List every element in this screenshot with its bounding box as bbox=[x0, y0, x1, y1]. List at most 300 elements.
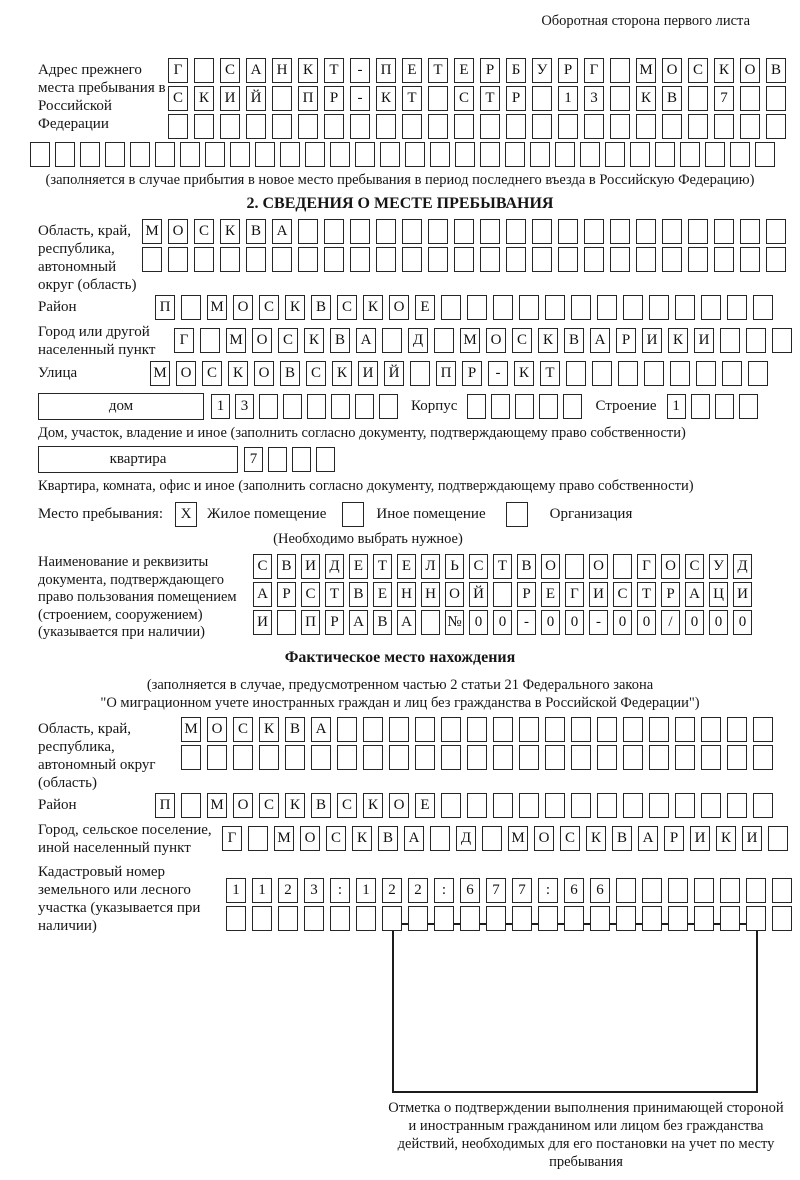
char-cell[interactable] bbox=[168, 247, 188, 272]
char-cell[interactable] bbox=[644, 361, 664, 386]
char-cell[interactable] bbox=[480, 142, 500, 167]
char-cell[interactable]: М bbox=[636, 58, 656, 83]
char-cell[interactable] bbox=[558, 219, 578, 244]
char-cell[interactable] bbox=[623, 717, 643, 742]
char-cell[interactable]: Т bbox=[493, 554, 512, 579]
char-cell[interactable] bbox=[298, 219, 318, 244]
char-cell[interactable] bbox=[337, 717, 357, 742]
char-cell[interactable] bbox=[696, 361, 716, 386]
char-cell[interactable]: К bbox=[668, 328, 688, 353]
char-cell[interactable] bbox=[675, 745, 695, 770]
char-cell[interactable]: К bbox=[285, 295, 305, 320]
char-cell[interactable] bbox=[675, 717, 695, 742]
char-cell[interactable] bbox=[662, 247, 682, 272]
char-cell[interactable]: А bbox=[397, 610, 416, 635]
char-cell[interactable]: Д bbox=[325, 554, 344, 579]
char-cell[interactable]: 3 bbox=[584, 86, 604, 111]
char-cell[interactable] bbox=[564, 906, 584, 931]
char-cell[interactable] bbox=[532, 247, 552, 272]
char-cell[interactable] bbox=[454, 114, 474, 139]
char-cell[interactable] bbox=[454, 219, 474, 244]
char-cell[interactable] bbox=[714, 114, 734, 139]
char-cell[interactable]: А bbox=[685, 582, 704, 607]
char-cell[interactable] bbox=[278, 906, 298, 931]
char-cell[interactable] bbox=[350, 114, 370, 139]
char-cell[interactable] bbox=[486, 906, 506, 931]
char-cell[interactable]: И bbox=[220, 86, 240, 111]
char-cell[interactable] bbox=[421, 610, 440, 635]
char-cell[interactable]: Р bbox=[517, 582, 536, 607]
char-cell[interactable] bbox=[512, 906, 532, 931]
char-cell[interactable] bbox=[613, 554, 632, 579]
char-cell[interactable]: 0 bbox=[565, 610, 584, 635]
char-cell[interactable] bbox=[772, 906, 792, 931]
char-cell[interactable]: У bbox=[709, 554, 728, 579]
char-cell[interactable] bbox=[766, 86, 786, 111]
char-cell[interactable]: Е bbox=[397, 554, 416, 579]
char-cell[interactable] bbox=[506, 219, 526, 244]
char-cell[interactable] bbox=[755, 142, 775, 167]
char-cell[interactable] bbox=[519, 745, 539, 770]
char-cell[interactable] bbox=[766, 114, 786, 139]
char-cell[interactable]: С bbox=[194, 219, 214, 244]
char-cell[interactable]: 6 bbox=[564, 878, 584, 903]
char-cell[interactable]: 2 bbox=[408, 878, 428, 903]
char-cell[interactable] bbox=[753, 295, 773, 320]
char-cell[interactable]: : bbox=[330, 878, 350, 903]
char-cell[interactable] bbox=[482, 826, 502, 851]
char-cell[interactable]: Е bbox=[415, 295, 435, 320]
char-cell[interactable]: С bbox=[469, 554, 488, 579]
char-cell[interactable]: М bbox=[460, 328, 480, 353]
char-cell[interactable] bbox=[226, 906, 246, 931]
char-cell[interactable]: К bbox=[586, 826, 606, 851]
char-cell[interactable] bbox=[428, 247, 448, 272]
char-cell[interactable]: И bbox=[642, 328, 662, 353]
char-cell[interactable]: К bbox=[259, 717, 279, 742]
char-cell[interactable] bbox=[740, 114, 760, 139]
char-cell[interactable] bbox=[272, 114, 292, 139]
char-cell[interactable]: К bbox=[363, 793, 383, 818]
char-cell[interactable] bbox=[623, 295, 643, 320]
char-cell[interactable] bbox=[434, 906, 454, 931]
char-cell[interactable]: № bbox=[445, 610, 464, 635]
char-cell[interactable] bbox=[590, 906, 610, 931]
char-cell[interactable] bbox=[305, 142, 325, 167]
char-cell[interactable]: В bbox=[517, 554, 536, 579]
char-cell[interactable] bbox=[324, 114, 344, 139]
char-cell[interactable]: 1 bbox=[558, 86, 578, 111]
char-cell[interactable]: П bbox=[376, 58, 396, 83]
char-cell[interactable] bbox=[636, 114, 656, 139]
char-cell[interactable] bbox=[662, 219, 682, 244]
char-cell[interactable]: Р bbox=[462, 361, 482, 386]
char-cell[interactable] bbox=[415, 717, 435, 742]
char-cell[interactable] bbox=[565, 554, 584, 579]
char-cell[interactable] bbox=[205, 142, 225, 167]
char-cell[interactable]: С bbox=[306, 361, 326, 386]
char-cell[interactable]: У bbox=[532, 58, 552, 83]
char-cell[interactable]: С bbox=[278, 328, 298, 353]
char-cell[interactable]: М bbox=[207, 295, 227, 320]
char-cell[interactable]: М bbox=[274, 826, 294, 851]
char-cell[interactable] bbox=[597, 745, 617, 770]
char-cell[interactable]: К bbox=[716, 826, 736, 851]
char-cell[interactable]: С bbox=[337, 295, 357, 320]
char-cell[interactable] bbox=[220, 114, 240, 139]
char-cell[interactable] bbox=[532, 219, 552, 244]
char-cell[interactable]: 0 bbox=[709, 610, 728, 635]
char-cell[interactable] bbox=[194, 58, 214, 83]
char-cell[interactable] bbox=[493, 745, 513, 770]
char-cell[interactable] bbox=[430, 142, 450, 167]
char-cell[interactable] bbox=[740, 86, 760, 111]
char-cell[interactable]: В bbox=[766, 58, 786, 83]
char-cell[interactable] bbox=[402, 114, 422, 139]
char-cell[interactable] bbox=[584, 247, 604, 272]
char-cell[interactable] bbox=[605, 142, 625, 167]
char-cell[interactable] bbox=[180, 142, 200, 167]
char-cell[interactable] bbox=[168, 114, 188, 139]
char-cell[interactable]: Р bbox=[661, 582, 680, 607]
char-cell[interactable]: Д bbox=[408, 328, 428, 353]
char-cell[interactable] bbox=[563, 394, 582, 419]
char-cell[interactable]: Н bbox=[397, 582, 416, 607]
char-cell[interactable] bbox=[688, 247, 708, 272]
char-cell[interactable]: 0 bbox=[541, 610, 560, 635]
char-cell[interactable] bbox=[532, 86, 552, 111]
char-cell[interactable] bbox=[505, 142, 525, 167]
char-cell[interactable] bbox=[415, 745, 435, 770]
char-cell[interactable] bbox=[701, 717, 721, 742]
char-cell[interactable] bbox=[331, 394, 350, 419]
char-cell[interactable] bbox=[555, 142, 575, 167]
char-cell[interactable] bbox=[194, 114, 214, 139]
char-cell[interactable]: Е bbox=[415, 793, 435, 818]
char-cell[interactable] bbox=[675, 793, 695, 818]
char-cell[interactable]: 3 bbox=[304, 878, 324, 903]
char-cell[interactable] bbox=[727, 745, 747, 770]
char-cell[interactable]: А bbox=[253, 582, 272, 607]
char-cell[interactable]: К bbox=[538, 328, 558, 353]
char-cell[interactable]: С bbox=[301, 582, 320, 607]
char-cell[interactable] bbox=[480, 114, 500, 139]
char-cell[interactable] bbox=[402, 219, 422, 244]
char-cell[interactable] bbox=[772, 878, 792, 903]
char-cell[interactable]: Т bbox=[540, 361, 560, 386]
char-cell[interactable] bbox=[649, 717, 669, 742]
char-cell[interactable] bbox=[233, 745, 253, 770]
char-cell[interactable]: - bbox=[350, 58, 370, 83]
char-cell[interactable]: Г bbox=[637, 554, 656, 579]
char-cell[interactable]: С bbox=[259, 295, 279, 320]
char-cell[interactable]: О bbox=[486, 328, 506, 353]
char-cell[interactable] bbox=[410, 361, 430, 386]
char-cell[interactable]: 1 bbox=[211, 394, 230, 419]
char-cell[interactable]: Ь bbox=[445, 554, 464, 579]
char-cell[interactable] bbox=[155, 142, 175, 167]
char-cell[interactable] bbox=[539, 394, 558, 419]
char-cell[interactable] bbox=[768, 826, 788, 851]
char-cell[interactable]: 1 bbox=[667, 394, 686, 419]
char-cell[interactable] bbox=[355, 142, 375, 167]
char-cell[interactable] bbox=[688, 114, 708, 139]
char-cell[interactable] bbox=[506, 247, 526, 272]
char-cell[interactable]: - bbox=[488, 361, 508, 386]
char-cell[interactable]: Д bbox=[456, 826, 476, 851]
char-cell[interactable]: О bbox=[389, 793, 409, 818]
char-cell[interactable]: К bbox=[636, 86, 656, 111]
char-cell[interactable] bbox=[307, 394, 326, 419]
char-cell[interactable]: Т bbox=[373, 554, 392, 579]
char-cell[interactable]: И bbox=[733, 582, 752, 607]
char-cell[interactable] bbox=[130, 142, 150, 167]
char-cell[interactable]: 2 bbox=[382, 878, 402, 903]
char-cell[interactable] bbox=[350, 219, 370, 244]
char-cell[interactable]: С bbox=[685, 554, 704, 579]
char-cell[interactable]: 0 bbox=[685, 610, 704, 635]
char-cell[interactable] bbox=[200, 328, 220, 353]
char-cell[interactable]: М bbox=[181, 717, 201, 742]
char-cell[interactable] bbox=[363, 717, 383, 742]
char-cell[interactable] bbox=[740, 219, 760, 244]
char-cell[interactable] bbox=[337, 745, 357, 770]
char-cell[interactable] bbox=[434, 328, 454, 353]
char-cell[interactable] bbox=[380, 142, 400, 167]
char-cell[interactable] bbox=[441, 793, 461, 818]
char-cell[interactable]: И bbox=[589, 582, 608, 607]
char-cell[interactable] bbox=[105, 142, 125, 167]
char-cell[interactable] bbox=[746, 878, 766, 903]
char-cell[interactable] bbox=[491, 394, 510, 419]
char-cell[interactable] bbox=[753, 793, 773, 818]
char-cell[interactable]: С bbox=[326, 826, 346, 851]
char-cell[interactable]: Г bbox=[168, 58, 188, 83]
char-cell[interactable] bbox=[597, 793, 617, 818]
char-cell[interactable]: О bbox=[541, 554, 560, 579]
char-cell[interactable]: 7 bbox=[714, 86, 734, 111]
char-cell[interactable] bbox=[772, 328, 792, 353]
char-cell[interactable] bbox=[467, 394, 486, 419]
char-cell[interactable] bbox=[506, 114, 526, 139]
char-cell[interactable]: Г bbox=[565, 582, 584, 607]
char-cell[interactable] bbox=[283, 394, 302, 419]
char-cell[interactable] bbox=[694, 906, 714, 931]
char-cell[interactable] bbox=[330, 906, 350, 931]
char-cell[interactable] bbox=[558, 247, 578, 272]
char-cell[interactable] bbox=[584, 114, 604, 139]
char-cell[interactable] bbox=[727, 295, 747, 320]
char-cell[interactable] bbox=[515, 394, 534, 419]
char-cell[interactable] bbox=[701, 793, 721, 818]
char-cell[interactable] bbox=[356, 906, 376, 931]
char-cell[interactable] bbox=[220, 247, 240, 272]
char-cell[interactable]: С bbox=[168, 86, 188, 111]
char-cell[interactable]: К bbox=[332, 361, 352, 386]
char-cell[interactable]: П bbox=[155, 295, 175, 320]
char-cell[interactable] bbox=[252, 906, 272, 931]
char-cell[interactable] bbox=[680, 142, 700, 167]
char-cell[interactable]: - bbox=[517, 610, 536, 635]
char-cell[interactable]: 0 bbox=[613, 610, 632, 635]
char-cell[interactable]: Р bbox=[325, 610, 344, 635]
char-cell[interactable]: К bbox=[298, 58, 318, 83]
char-cell[interactable] bbox=[688, 86, 708, 111]
char-cell[interactable]: А bbox=[404, 826, 424, 851]
inoe-checkbox[interactable] bbox=[342, 502, 364, 527]
char-cell[interactable] bbox=[571, 295, 591, 320]
char-cell[interactable] bbox=[298, 247, 318, 272]
char-cell[interactable] bbox=[55, 142, 75, 167]
char-cell[interactable] bbox=[80, 142, 100, 167]
char-cell[interactable]: В bbox=[246, 219, 266, 244]
char-cell[interactable] bbox=[402, 247, 422, 272]
char-cell[interactable] bbox=[272, 247, 292, 272]
char-cell[interactable] bbox=[610, 247, 630, 272]
char-cell[interactable]: О bbox=[445, 582, 464, 607]
char-cell[interactable] bbox=[720, 328, 740, 353]
char-cell[interactable]: Е bbox=[541, 582, 560, 607]
char-cell[interactable]: А bbox=[638, 826, 658, 851]
char-cell[interactable]: В bbox=[564, 328, 584, 353]
char-cell[interactable]: К bbox=[194, 86, 214, 111]
char-cell[interactable] bbox=[30, 142, 50, 167]
char-cell[interactable] bbox=[739, 394, 758, 419]
char-cell[interactable] bbox=[324, 247, 344, 272]
char-cell[interactable] bbox=[207, 745, 227, 770]
char-cell[interactable]: С bbox=[233, 717, 253, 742]
char-cell[interactable]: Т bbox=[637, 582, 656, 607]
char-cell[interactable] bbox=[280, 142, 300, 167]
char-cell[interactable] bbox=[623, 793, 643, 818]
char-cell[interactable]: М bbox=[226, 328, 246, 353]
char-cell[interactable] bbox=[668, 878, 688, 903]
char-cell[interactable]: - bbox=[589, 610, 608, 635]
char-cell[interactable]: Н bbox=[272, 58, 292, 83]
char-cell[interactable]: 1 bbox=[252, 878, 272, 903]
char-cell[interactable]: 7 bbox=[512, 878, 532, 903]
char-cell[interactable]: К bbox=[220, 219, 240, 244]
char-cell[interactable]: О bbox=[168, 219, 188, 244]
char-cell[interactable]: К bbox=[352, 826, 372, 851]
char-cell[interactable]: К bbox=[285, 793, 305, 818]
char-cell[interactable]: В bbox=[311, 793, 331, 818]
char-cell[interactable] bbox=[597, 717, 617, 742]
char-cell[interactable] bbox=[430, 826, 450, 851]
char-cell[interactable]: О bbox=[589, 554, 608, 579]
char-cell[interactable] bbox=[181, 793, 201, 818]
char-cell[interactable]: В bbox=[662, 86, 682, 111]
char-cell[interactable]: Р bbox=[277, 582, 296, 607]
char-cell[interactable] bbox=[350, 247, 370, 272]
char-cell[interactable]: В bbox=[612, 826, 632, 851]
char-cell[interactable]: С bbox=[512, 328, 532, 353]
char-cell[interactable]: В bbox=[330, 328, 350, 353]
char-cell[interactable]: М bbox=[150, 361, 170, 386]
char-cell[interactable] bbox=[649, 745, 669, 770]
char-cell[interactable] bbox=[428, 114, 448, 139]
char-cell[interactable] bbox=[493, 717, 513, 742]
char-cell[interactable] bbox=[376, 247, 396, 272]
char-cell[interactable] bbox=[727, 717, 747, 742]
char-cell[interactable] bbox=[636, 219, 656, 244]
char-cell[interactable] bbox=[655, 142, 675, 167]
char-cell[interactable] bbox=[694, 878, 714, 903]
char-cell[interactable] bbox=[616, 906, 636, 931]
char-cell[interactable]: П bbox=[155, 793, 175, 818]
char-cell[interactable]: О bbox=[252, 328, 272, 353]
char-cell[interactable] bbox=[636, 247, 656, 272]
char-cell[interactable]: 3 bbox=[235, 394, 254, 419]
char-cell[interactable]: С bbox=[560, 826, 580, 851]
char-cell[interactable]: В bbox=[373, 610, 392, 635]
char-cell[interactable] bbox=[715, 394, 734, 419]
char-cell[interactable] bbox=[753, 717, 773, 742]
char-cell[interactable] bbox=[571, 717, 591, 742]
char-cell[interactable] bbox=[705, 142, 725, 167]
char-cell[interactable]: 7 bbox=[244, 447, 263, 472]
char-cell[interactable]: А bbox=[590, 328, 610, 353]
char-cell[interactable] bbox=[720, 878, 740, 903]
char-cell[interactable]: И bbox=[694, 328, 714, 353]
char-cell[interactable] bbox=[746, 906, 766, 931]
char-cell[interactable] bbox=[519, 717, 539, 742]
char-cell[interactable]: О bbox=[233, 295, 253, 320]
char-cell[interactable] bbox=[389, 717, 409, 742]
char-cell[interactable]: А bbox=[349, 610, 368, 635]
char-cell[interactable]: Л bbox=[421, 554, 440, 579]
char-cell[interactable] bbox=[389, 745, 409, 770]
char-cell[interactable] bbox=[441, 717, 461, 742]
char-cell[interactable]: О bbox=[661, 554, 680, 579]
char-cell[interactable]: 1 bbox=[356, 878, 376, 903]
char-cell[interactable]: Р bbox=[324, 86, 344, 111]
char-cell[interactable] bbox=[181, 745, 201, 770]
char-cell[interactable] bbox=[194, 247, 214, 272]
char-cell[interactable]: О bbox=[254, 361, 274, 386]
char-cell[interactable]: Т bbox=[428, 58, 448, 83]
char-cell[interactable]: О bbox=[389, 295, 409, 320]
char-cell[interactable]: М bbox=[142, 219, 162, 244]
char-cell[interactable] bbox=[545, 295, 565, 320]
char-cell[interactable] bbox=[610, 219, 630, 244]
char-cell[interactable] bbox=[428, 219, 448, 244]
char-cell[interactable] bbox=[610, 114, 630, 139]
char-cell[interactable]: Й bbox=[469, 582, 488, 607]
char-cell[interactable]: Р bbox=[480, 58, 500, 83]
char-cell[interactable] bbox=[571, 745, 591, 770]
char-cell[interactable] bbox=[727, 793, 747, 818]
char-cell[interactable] bbox=[405, 142, 425, 167]
char-cell[interactable] bbox=[584, 219, 604, 244]
char-cell[interactable]: 0 bbox=[637, 610, 656, 635]
char-cell[interactable] bbox=[545, 793, 565, 818]
char-cell[interactable]: 1 bbox=[226, 878, 246, 903]
char-cell[interactable] bbox=[493, 793, 513, 818]
char-cell[interactable] bbox=[675, 295, 695, 320]
char-cell[interactable] bbox=[493, 295, 513, 320]
char-cell[interactable] bbox=[248, 826, 268, 851]
char-cell[interactable]: Р bbox=[664, 826, 684, 851]
char-cell[interactable] bbox=[766, 219, 786, 244]
char-cell[interactable]: И bbox=[358, 361, 378, 386]
char-cell[interactable]: Т bbox=[324, 58, 344, 83]
char-cell[interactable]: О bbox=[233, 793, 253, 818]
char-cell[interactable]: Р bbox=[558, 58, 578, 83]
char-cell[interactable]: 6 bbox=[590, 878, 610, 903]
char-cell[interactable] bbox=[668, 906, 688, 931]
char-cell[interactable] bbox=[592, 361, 612, 386]
